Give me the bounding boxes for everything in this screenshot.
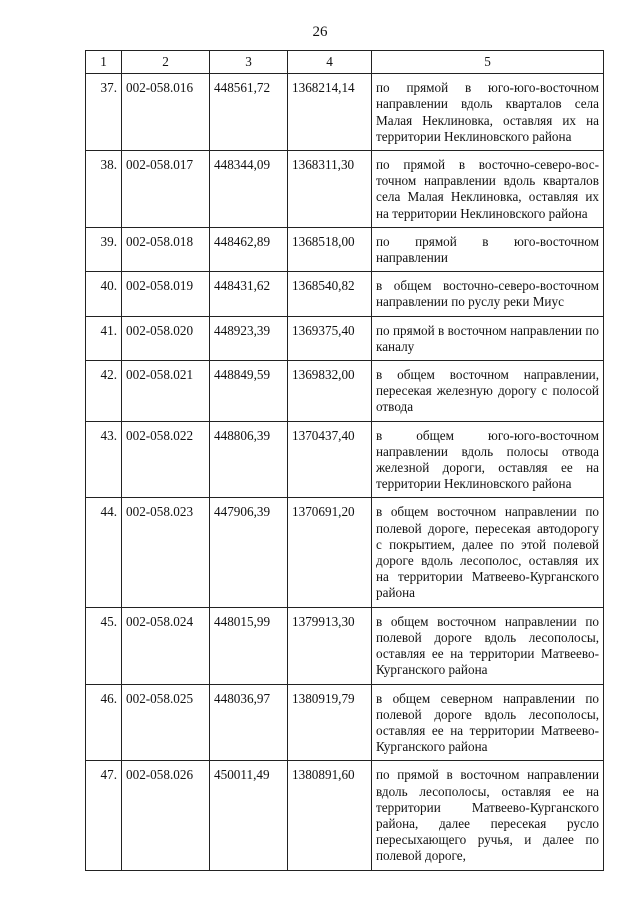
point-code: 002-058.022 [122,421,210,498]
boundary-description: по прямой в юго-восточном направлении [372,227,604,271]
column-header: 4 [288,51,372,74]
boundary-description: по прямой в восточно-северо-восточном направлении вдоль кварталов села Малая Неклиновка, оставляя их на территории Неклиновского района [372,151,604,228]
coordinate-y: 1380891,60 [288,761,372,870]
row-number: 43. [86,421,122,498]
point-code: 002-058.023 [122,498,210,607]
point-code: 002-058.016 [122,74,210,151]
coordinate-x: 447906,39 [210,498,288,607]
row-number: 47. [86,761,122,870]
table-row [86,607,604,684]
table-row [86,151,604,228]
row-number: 44. [86,498,122,607]
coordinate-x: 448849,59 [210,361,288,422]
coordinate-x: 448806,39 [210,421,288,498]
table-row [86,74,604,151]
table-row [86,421,604,498]
boundary-description: по прямой в восточном направлении по каналу [372,316,604,360]
coordinate-x: 448561,72 [210,74,288,151]
coordinate-y: 1368540,82 [288,272,372,316]
boundary-description: по прямой в восточном направлении вдоль лесополосы, оставляя ее на территории Матвеево-Курганского района, далее пересекая русло пересыхающего ручья, и далее по полевой дороге, [372,761,604,870]
row-number: 46. [86,684,122,761]
point-code: 002-058.017 [122,151,210,228]
coordinate-y: 1368311,30 [288,151,372,228]
boundary-description: по прямой в юго-юго-восточном направлении вдоль кварталов села Малая Неклиновка, оставляя их на территории Неклиновского района [372,74,604,151]
column-header: 5 [372,51,604,74]
column-header: 1 [86,51,122,74]
boundary-description: в общем восточно-северо-восточном направлении по руслу реки Миус [372,272,604,316]
boundary-description: в общем северном направлении по полевой дороге вдоль лесополосы, оставляя ее на территории Матвеево-Курганского района [372,684,604,761]
coordinate-x: 448462,89 [210,227,288,271]
table-row [86,761,604,870]
row-number: 45. [86,607,122,684]
row-number: 40. [86,272,122,316]
coordinate-x: 448036,97 [210,684,288,761]
point-code: 002-058.020 [122,316,210,360]
table-row [86,227,604,271]
row-number: 37. [86,74,122,151]
coordinate-x: 448015,99 [210,607,288,684]
coordinate-y: 1370437,40 [288,421,372,498]
coordinate-y: 1369832,00 [288,361,372,422]
table-row [86,361,604,422]
table-row [86,272,604,316]
point-code: 002-058.025 [122,684,210,761]
page-number: 26 [312,24,328,40]
point-code: 002-058.018 [122,227,210,271]
coordinate-x: 448923,39 [210,316,288,360]
row-number: 38. [86,151,122,228]
row-number: 42. [86,361,122,422]
table-header-row [86,51,604,74]
point-code: 002-058.024 [122,607,210,684]
coordinate-y: 1369375,40 [288,316,372,360]
row-number: 41. [86,316,122,360]
coordinate-y: 1368518,00 [288,227,372,271]
column-header: 2 [122,51,210,74]
coordinate-y: 1370691,20 [288,498,372,607]
coordinate-y: 1380919,79 [288,684,372,761]
boundary-description: в общем юго-юго-восточном направлении вдоль полосы отвода железной дороги, оставляя ее на территории Неклиновского района [372,421,604,498]
coordinate-y: 1368214,14 [288,74,372,151]
boundary-description: в общем восточном направлении по полевой дороге, пересекая автодорогу с покрытием, далее по этой полевой дорогe вдоль лесополос, оставляя их на территории Матвеево-Курганского района [372,498,604,607]
boundary-description: в общем восточном направлении по полевой дороге вдоль лесополосы, оставляя ее на территории Матвеево-Курганского района [372,607,604,684]
coordinate-x: 448344,09 [210,151,288,228]
point-code: 002-058.019 [122,272,210,316]
table-row [86,498,604,607]
column-header: 3 [210,51,288,74]
boundary-description: в общем восточном направлении, пересекая железную дорогу с полосой отвода [372,361,604,422]
point-code: 002-058.021 [122,361,210,422]
table-row [86,684,604,761]
point-code: 002-058.026 [122,761,210,870]
boundary-points-table [85,50,604,871]
table-row [86,316,604,360]
row-number: 39. [86,227,122,271]
coordinate-y: 1379913,30 [288,607,372,684]
coordinate-x: 450011,49 [210,761,288,870]
coordinate-x: 448431,62 [210,272,288,316]
